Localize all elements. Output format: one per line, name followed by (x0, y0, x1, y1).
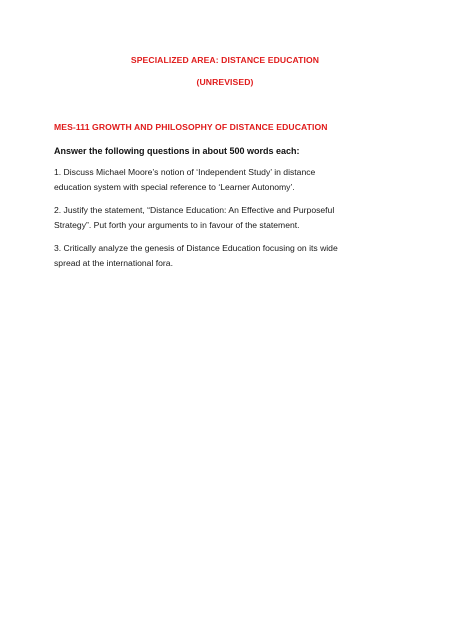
specialized-area-title: SPECIALIZED AREA: DISTANCE EDUCATION (130, 55, 320, 65)
question-3 (54, 241, 384, 271)
instructions-text: Answer the following questions in about 500 words each: (54, 146, 300, 156)
unrevised-label: (UNREVISED) (196, 77, 254, 87)
question-3-line-2: spread at the international fora. (54, 258, 173, 268)
question-1-line-2: education system with special reference to ‘Learner Autonomy’. (54, 182, 295, 192)
question-2-line-2: Strategy”. Put forth your arguments to in favour of the statement. (54, 220, 300, 230)
question-2-line-1: 2. Justify the statement, “Distance Education: An Effective and Purposeful (54, 205, 335, 215)
question-3-line-1: 3. Critically analyze the genesis of Distance Education focusing on its wide (54, 243, 338, 253)
question-1-line-1: 1. Discuss Michael Moore’s notion of ‘Independent Study’ in distance (54, 167, 316, 177)
course-title: MES-111 GROWTH AND PHILOSOPHY OF DISTANCE EDUCATION (54, 122, 328, 132)
question-2 (54, 203, 384, 233)
question-1 (54, 165, 384, 195)
